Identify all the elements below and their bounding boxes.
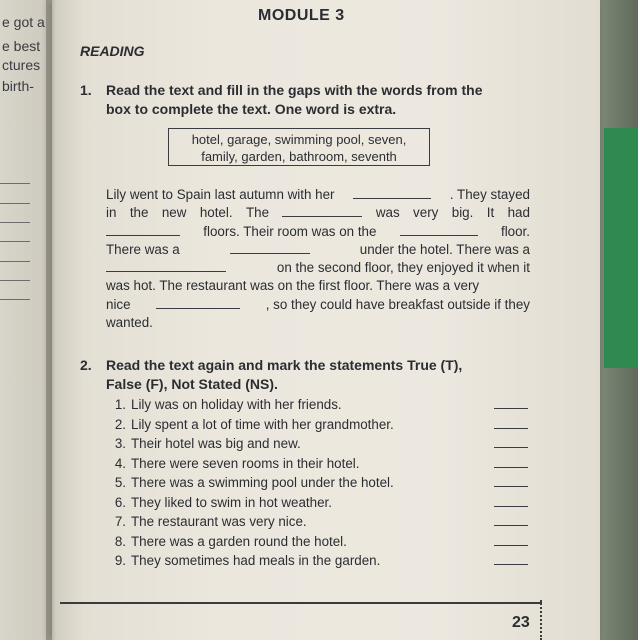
statement-number: 8.	[114, 533, 126, 549]
statement-number: 7.	[114, 514, 126, 529]
left-page-answer-line	[0, 261, 30, 262]
paragraph-word: new	[161, 205, 187, 221]
task-1-instruction-line: box to complete the text. One word is extra.	[106, 101, 397, 117]
paragraph-text: There was a	[106, 241, 180, 257]
left-page-answer-line	[0, 280, 30, 281]
paragraph-word: had	[507, 205, 530, 221]
module-title: MODULE 3	[258, 7, 345, 24]
paragraph-word: was	[375, 205, 400, 221]
left-facing-page	[0, 0, 52, 640]
paragraph-text: wanted.	[106, 315, 153, 331]
section-heading: READING	[80, 43, 145, 59]
answer-gap[interactable]	[282, 204, 362, 217]
answer-gap[interactable]	[106, 259, 226, 272]
statement-number: 1.	[114, 397, 126, 412]
answer-line[interactable]	[494, 437, 528, 448]
paragraph-text: floor.	[500, 223, 530, 239]
paragraph-word: very	[413, 205, 439, 221]
statement-row	[108, 534, 528, 554]
left-page-fragment: ctures	[2, 57, 41, 73]
paragraph-text: under the hotel. There was a	[359, 241, 530, 257]
footer-dotted-rule	[540, 600, 544, 640]
paragraph-text: was hot. The restaurant was on the first floor. There was a very	[106, 278, 480, 294]
answer-gap[interactable]	[400, 223, 478, 236]
paragraph-text: , so they could have breakfast outside if they	[265, 296, 530, 312]
statement-row	[108, 436, 528, 456]
statement-row	[108, 514, 528, 534]
answer-line[interactable]	[494, 476, 528, 487]
word-box-line: family, garden, bathroom, seventh	[201, 149, 397, 164]
paragraph-text: Lily went to Spain last autumn with her	[106, 187, 335, 202]
paragraph-word: hotel.	[199, 205, 233, 221]
answer-line[interactable]	[494, 554, 528, 565]
paragraph-word: The	[245, 205, 270, 221]
answer-line[interactable]	[494, 457, 528, 468]
statement-row	[108, 456, 528, 476]
left-page-answer-line	[0, 299, 30, 300]
paragraph-word: in	[106, 205, 117, 221]
statement-row	[108, 417, 528, 437]
reading-paragraph	[106, 186, 530, 332]
left-page-answer-line	[0, 222, 30, 223]
left-page-answer-line	[0, 203, 30, 204]
answer-gap[interactable]	[230, 241, 310, 254]
statement-list	[108, 397, 528, 573]
statement-text: There was a swimming pool under the hotel.	[131, 475, 394, 490]
answer-gap[interactable]	[106, 223, 180, 236]
book-gutter-shadow	[46, 0, 56, 640]
answer-line[interactable]	[494, 496, 528, 507]
statement-text: They liked to swim in hot weather.	[131, 494, 332, 510]
paragraph-word: the	[129, 205, 149, 221]
statement-text: Lily spent a lot of time with her grandmother.	[131, 416, 394, 432]
statement-row	[108, 495, 528, 515]
statement-text: Lily was on holiday with her friends.	[131, 397, 342, 412]
footer-rule	[60, 602, 542, 604]
paragraph-text: nice	[106, 296, 131, 312]
answer-line[interactable]	[494, 515, 528, 526]
left-page-fragment: e best	[2, 38, 41, 54]
task-1-number: 1.	[80, 82, 92, 98]
word-box	[168, 128, 430, 166]
page-number: 23	[512, 614, 530, 631]
word-box-line: hotel, garage, swimming pool, seven,	[191, 132, 407, 147]
statement-number: 2.	[114, 416, 126, 432]
statement-text: There were seven rooms in their hotel.	[131, 455, 360, 471]
statement-number: 9.	[114, 553, 126, 568]
left-page-fragment: e got a	[2, 14, 45, 30]
left-page-fragment: birth-	[2, 78, 34, 94]
statement-text: The restaurant was very nice.	[131, 514, 307, 529]
answer-line[interactable]	[494, 418, 528, 429]
statement-number: 6.	[114, 494, 126, 510]
statement-row	[108, 475, 528, 495]
answer-line[interactable]	[494, 535, 528, 546]
statement-text: Their hotel was big and new.	[131, 436, 301, 451]
task-2-instruction-line: False (F), Not Stated (NS).	[106, 376, 278, 392]
paragraph-text: . They stayed	[449, 187, 530, 202]
answer-gap[interactable]	[353, 186, 431, 199]
green-book-tab	[604, 128, 638, 368]
task-2-number: 2.	[80, 357, 92, 373]
left-page-answer-line	[0, 241, 30, 242]
statement-number: 3.	[114, 436, 126, 451]
paragraph-text: on the second floor, they enjoyed it when it	[276, 260, 530, 276]
paragraph-text: floors. Their room was on the	[203, 223, 377, 239]
task-1-instruction-line: Read the text and fill in the gaps with the words from the	[106, 82, 483, 98]
statement-number: 4.	[114, 455, 126, 471]
paragraph-word: big.	[451, 205, 474, 221]
statement-text: They sometimes had meals in the garden.	[131, 553, 381, 568]
answer-line[interactable]	[494, 398, 528, 409]
statement-text: There was a garden round the hotel.	[131, 533, 347, 549]
paragraph-word: It	[486, 205, 495, 221]
left-page-answer-line	[0, 183, 30, 184]
answer-gap[interactable]	[156, 296, 240, 309]
statement-row	[108, 397, 528, 417]
statement-number: 5.	[114, 475, 126, 490]
task-2-instruction-line: Read the text again and mark the statements True (T),	[106, 357, 463, 373]
statement-row	[108, 553, 528, 573]
